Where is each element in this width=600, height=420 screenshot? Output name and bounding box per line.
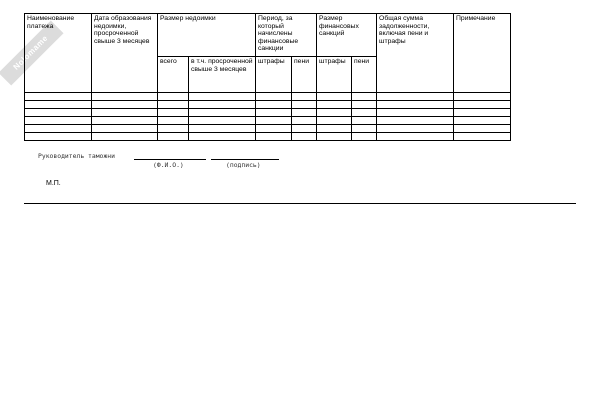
signature-line: [211, 159, 279, 160]
table-cell: [25, 101, 92, 109]
table-cell: [454, 117, 511, 125]
table-cell: [92, 117, 158, 125]
table-cell: [454, 109, 511, 117]
table-cell: [377, 117, 454, 125]
table-row: [25, 101, 511, 109]
table-cell: [352, 93, 377, 101]
table-row: [25, 133, 511, 141]
table-cell: [158, 133, 189, 141]
table-cell: [352, 109, 377, 117]
table-cell: [352, 101, 377, 109]
table-cell: [92, 93, 158, 101]
table-cell: [454, 125, 511, 133]
header-arrears-amount: Размер недоимки: [158, 14, 256, 57]
stamp-place-label: М.П.: [46, 180, 61, 187]
table-cell: [377, 133, 454, 141]
table-cell: [317, 117, 352, 125]
table-cell: [292, 101, 317, 109]
arrears-table: [24, 13, 511, 141]
table-cell: [25, 117, 92, 125]
table-row: [25, 117, 511, 125]
table-cell: [256, 109, 292, 117]
table-cell: [377, 109, 454, 117]
subheader-sanctions-penalties: пени: [352, 57, 377, 93]
table-cell: [292, 133, 317, 141]
header-total-debt: Общая сумма задолженности, включая пени и штрафы: [377, 14, 454, 93]
table-cell: [158, 93, 189, 101]
table-cell: [454, 101, 511, 109]
name-caption: (Ф.И.О.): [153, 161, 184, 169]
subheader-sanctions-fines: штрафы: [317, 57, 352, 93]
table-cell: [189, 101, 256, 109]
subheader-overdue: в т.ч. просроченной свыше 3 месяцев: [189, 57, 256, 93]
head-of-customs-label: Руководитель таможни: [38, 152, 115, 160]
table-cell: [454, 93, 511, 101]
table-cell: [25, 133, 92, 141]
table-cell: [25, 109, 92, 117]
header-payment-name: Наименование платежа: [25, 14, 92, 93]
table-cell: [377, 101, 454, 109]
table-row: [25, 93, 511, 101]
name-signature-line: [134, 159, 206, 160]
table-cell: [158, 125, 189, 133]
table-cell: [292, 117, 317, 125]
table-cell: [317, 109, 352, 117]
table-cell: [292, 109, 317, 117]
table-cell: [317, 93, 352, 101]
table-cell: [292, 125, 317, 133]
table-cell: [256, 133, 292, 141]
header-period: Период, за который начислены финансовые санкции: [256, 14, 317, 57]
table-cell: [189, 125, 256, 133]
table-cell: [189, 93, 256, 101]
table-cell: [317, 101, 352, 109]
subheader-period-fines: штрафы: [256, 57, 292, 93]
table-row: [25, 125, 511, 133]
table-cell: [92, 133, 158, 141]
table-cell: [377, 93, 454, 101]
table-cell: [256, 101, 292, 109]
subheader-period-penalties: пени: [292, 57, 317, 93]
table-cell: [352, 117, 377, 125]
table-cell: [292, 93, 317, 101]
header-sanctions-amount: Размер финансовых санкций: [317, 14, 377, 57]
bottom-divider: [24, 203, 576, 204]
table-cell: [256, 93, 292, 101]
table-cell: [317, 133, 352, 141]
table-cell: [189, 133, 256, 141]
signature-caption: (подпись): [226, 161, 261, 169]
header-note: Примечание: [454, 14, 511, 93]
table-cell: [25, 125, 92, 133]
table-cell: [377, 125, 454, 133]
table-cell: [92, 109, 158, 117]
table-cell: [189, 109, 256, 117]
table-row: [25, 109, 511, 117]
table-cell: [92, 125, 158, 133]
table-cell: [256, 125, 292, 133]
table-cell: [92, 101, 158, 109]
table-cell: [25, 93, 92, 101]
header-formation-date: Дата образования недоимки, просроченной свыше 3 месяцев: [92, 14, 158, 93]
table-cell: [158, 117, 189, 125]
table-cell: [158, 101, 189, 109]
table-cell: [317, 125, 352, 133]
watermark: Nolomame: [0, 20, 64, 85]
table-cell: [256, 117, 292, 125]
table-cell: [158, 109, 189, 117]
table-cell: [352, 125, 377, 133]
table-cell: [189, 117, 256, 125]
table-cell: [352, 133, 377, 141]
subheader-total: всего: [158, 57, 189, 93]
table-cell: [454, 133, 511, 141]
